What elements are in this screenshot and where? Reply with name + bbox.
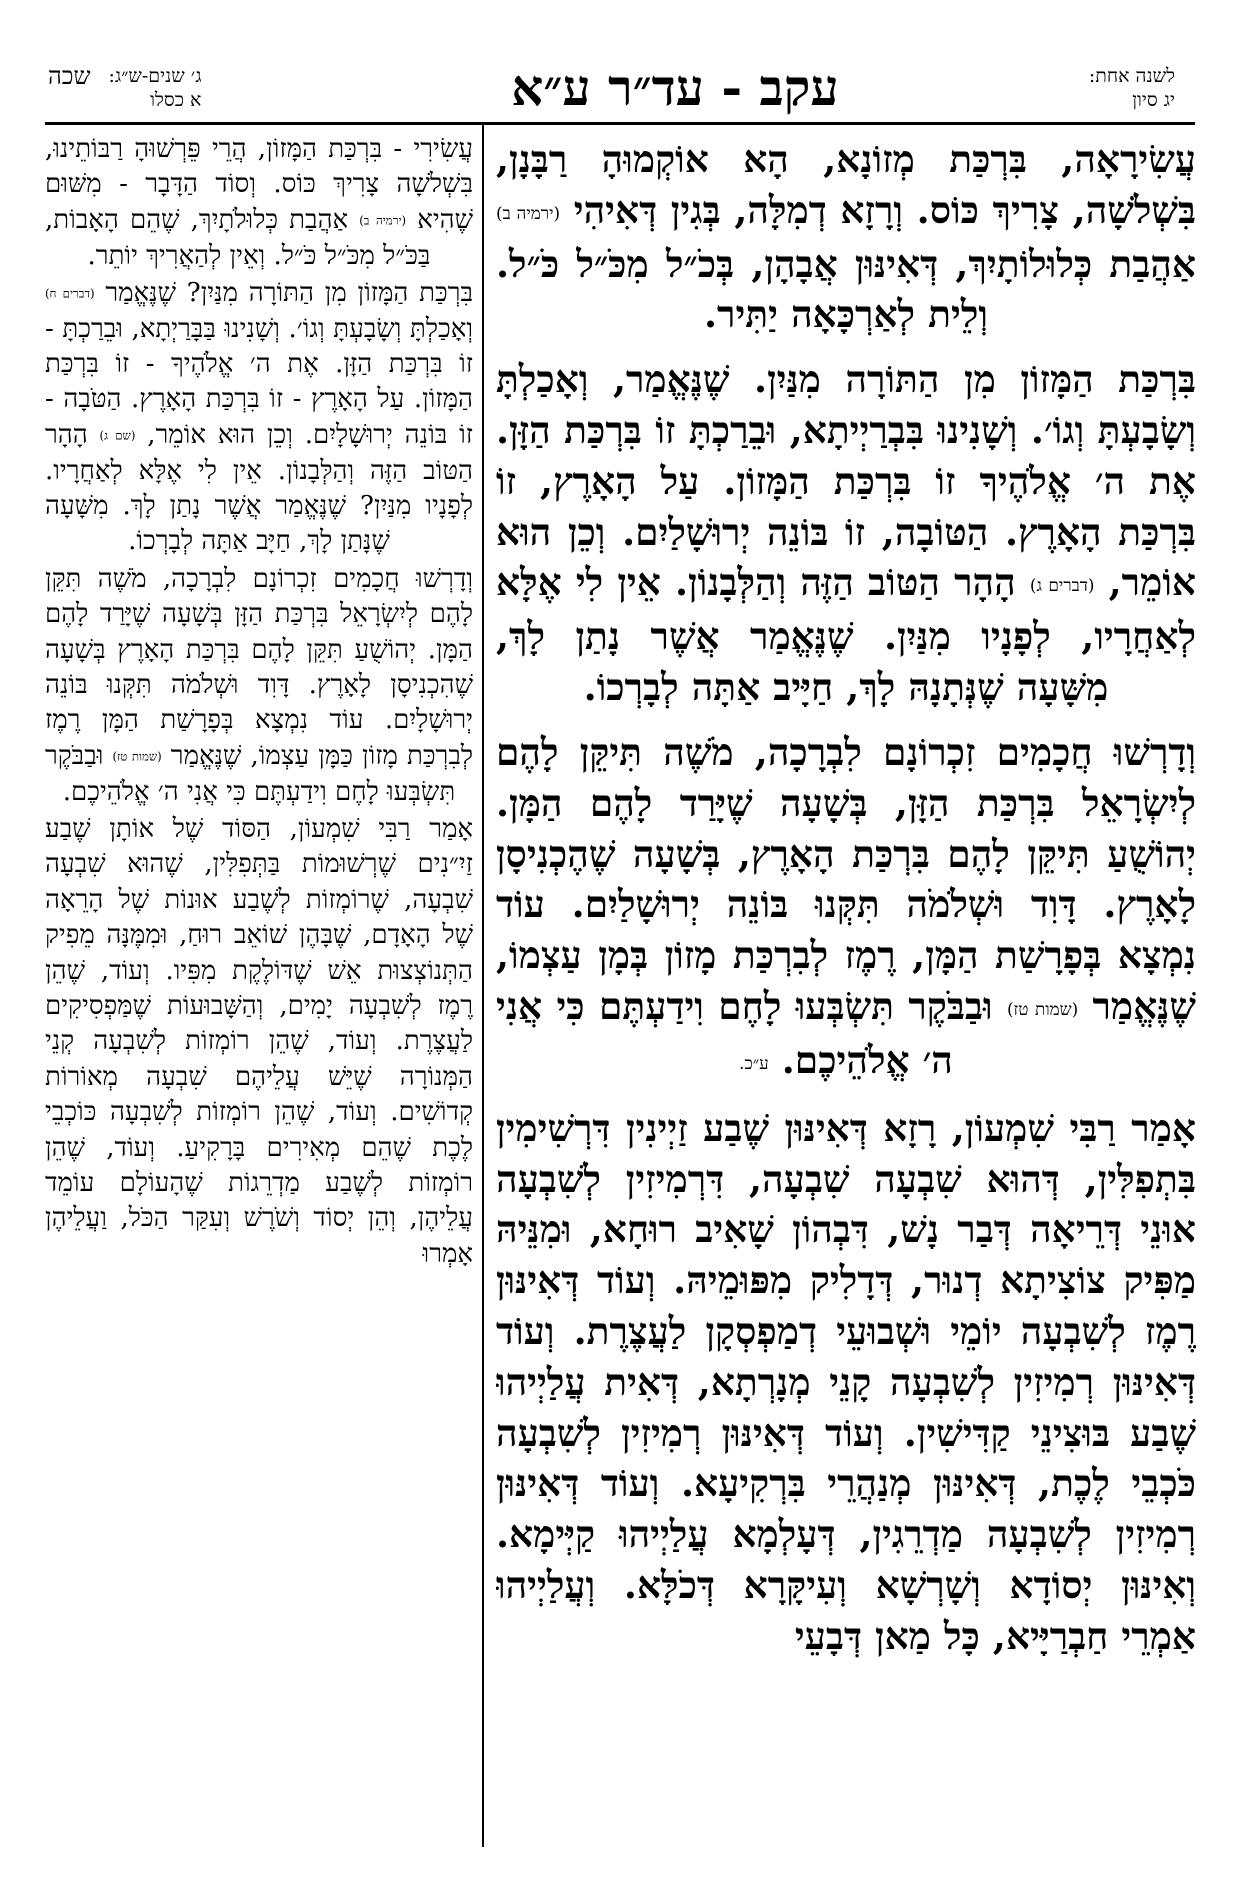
header-rule [45,122,1195,125]
column-divider [482,122,484,1847]
main-p3-reference: (שמות טז) [1006,999,1079,1020]
side-p2-text: בִּרְכַּת הַמָּזוֹן מִן הַתּוֹרָה מִנַּיִן? שֶׁנֶּאֱמַר [105,277,473,308]
main-paragraph-4 [496,1103,1196,1662]
page-title: עקב - עד״ר ע״א [511,58,839,117]
main-paragraph-2 [496,354,1196,713]
side-p3-text: וְדָרְשׁוּ חֲכָמִים זִכְרוֹנָם לִבְרָכָה, מֹשֶׁה תִּקֵּן לָהֶם לְיִשְׂרָאֵל בִּרְכַּת הַזָּן בְּשָׁעָה שֶׁיָּרַד לָהֶם הַמָּן. יְהוֹשֻׁעַ תִּקֵּן לָהֶם בִּרְכַּת הָאָרֶץ בְּשָׁעָה שֶׁהִכְנִיסָן לָאָרֶץ. דָּוִד וּשְׁלֹמֹה תִּקְּנוּ בּוֹנֵה יְרוּשָׁלָיִם. עוֹד נִמְצָא בְּפָרָשַׁת הַמָּן רֶמֶז לְבִרְכַּת מָזוֹן כַּמָּן עַצְמוֹ, שֶׁנֶּאֱמַר [45,563,473,771]
side-column-translation [45,132,473,1847]
side-p2-quote: וְאָכַלְתָּ וְשָׂבָעְתָּ וְגוֹ׳. וְשָׁנִינוּ בַּבָּרַיְתָא, וּבֵרַכְתָּ - זוֹ בִּרְכַּת הַזָּן. אֶת ה׳ אֱלֹהֶיךָ - זוֹ בִּרְכַּת הַמָּזוֹן. עַל הָאָרֶץ - זוֹ בִּרְכַּת הָאָרֶץ. הַטֹּבָה - זוֹ בּוֹנֵה יְרוּשָׁלָיִם. וְכֵן הוּא אוֹמֵר, [45,313,473,450]
header-right-schedule [1089,64,1175,112]
main-p3-text: וְדָרְשׁוּ חֲכָמִים זִכְרוֹנָם לִבְרָכָה, מֹשֶׁה תִּיקֵּן לָהֶם לְיִשְׂרָאֵל בִּרְכַּת הַזָּן, בְּשָׁעָה שֶׁיָּרַד לָהֶם הַמָּן. יְהוֹשֻׁעַ תִּיקֵּן לָהֶם בִּרְכַּת הָאָרֶץ, בְּשָׁעָה שֶׁהֶכְנִיסָן לָאָרֶץ. דָּוִד וּשְׁלֹמֹה תִּקְּנוּ בּוֹנֵה יְרוּשָׁלַיִם. עוֹד נִמְצָא בְּפָרָשַׁת הַמָּן, רֶמֶז לְבִרְכַּת מָזוֹן בְּמָן עַצְמוֹ, שֶׁנֶּאֱמַר [496,729,1196,1028]
header-left-line2: א כסלו [150,89,202,111]
side-p2-reference: (דברים ח) [45,286,95,301]
header-right-line1: לשנה אחת: [1088,65,1175,87]
header-sheet-number: שכה [48,62,91,90]
header-right-line2: יג סיון [1132,89,1175,111]
main-p4-text: אָמַר רַבִּי שִׁמְעוֹן, רָזָא דְּאִינּוּן שֶׁבַע זַיְינִין דִּרְשִׁימִין בִּתְפִלִּין, דְּהוּא שִׁבְעָה שִׁבְעָה, דִּרְמִיזִין לְשִׁבְעָה אוּנֵי דְּרֵיאָה דְּבַר נָשׁ, דִּבְהוֹן שָׁאִיב רוּחָא, וּמִנֵּיהּ מַפִּיק צוֹצִיתָא דְנוּר, דְּדָלִיק מִפּוּמֵיהּ. וְעוֹד דְּאִינּוּן רֶמֶז לְשִׁבְעָה יוֹמֵי וּשְׁבוּעֵי דְמַפְסְקָן לַעֲצֶרֶת. וְעוֹד דְּאִינּוּן רְמִיזִין לְשִׁבְעָה קָנֵי מְנָרְתָא, דְּאִית עֲלַיְיהוּ שֶׁבַע בּוּצִינֵי קַדִּישִׁין. וְעוֹד דְּאִינּוּן רְמִיזִין לְשִׁבְעָה כֹּכְבֵי לֶכֶת, דְּאִינּוּן מְנַהֲרֵי בִּרְקִיעָא. וְעוֹד דְּאִינּוּן רְמִיזִין לְשִׁבְעָה מַדְרֵגִין, דְּעָלְמָא עֲלַיְיהוּ קַיְּימָא. וְאִינּוּן יְסוֹדָא וְשָׁרְשָׁא וְעִיקָּרָא דְּכֹלָּא. וְעֲלַיְיהוּ אַמְרֵי חַבְרַיָּיא, כָּל מַאן דְּבָעֵי [496,1105,1196,1658]
main-p3-end-mark: ע״כ. [739,1052,769,1073]
side-paragraph-2 [45,276,473,560]
side-p2-quote-2: הָהָר הַטּוֹב הַזֶּה וְהַלְּבָנוֹן. אֵין לִי אֶלָּא לְאַחֲרָיו. לְפָנָיו מִנַּיִן? שֶׁנֶּאֱמַר אֲשֶׁר נָתַן לָךְ. מִשָּׁעָה שֶׁנָּתַן לָךְ, חַיָּב אַתָּה לְבָרְכוֹ. [45,419,473,557]
side-paragraph-3 [45,562,473,810]
main-p2-reference: (דברים ג) [1029,575,1095,596]
main-p1-reference: (ירמיה ב) [496,202,561,223]
main-p2-text: בִּרְכַּת הַמָּזוֹן מִן הַתּוֹרָה מִנַּיִן. שֶׁנֶּאֱמַר, וְאָכַלְתָּ וְשָׂבָעְתָּ וְגוֹ׳. וְשָׁנִינוּ בִּבְרַיְיתָא, וּבֵרַכְתָּ זוֹ בִּרְכַּת הַזָּן. אֶת ה׳ אֱלֹהֶיךָ זוֹ בִּרְכַּת הַמָּזוֹן. עַל הָאָרֶץ, זוֹ בִּרְכַּת הָאָרֶץ. הַטּוֹבָה, זוֹ בּוֹנֵה יְרוּשָׁלַיִם. וְכֵן הוּא אוֹמֵר, [496,357,1196,605]
side-paragraph-1 [45,132,473,274]
side-p1-reference: (ירמיה ב) [359,213,407,228]
main-paragraph-1 [496,134,1196,340]
main-column-aramaic [496,134,1196,1846]
main-p3-quote: וּבַבֹּקֶר תִּשְׂבְּעוּ לָחֶם וִידַעְתֶּם כִּי אֲנִי ה׳ אֱלֹהֵיכֶם. [496,983,993,1082]
main-p2-quote: הָהָר הַטּוֹב הַזֶּה וְהַלְּבָנוֹן. אֵין לִי אֶלָּא לְאַחֲרָיו, לְפָנָיו מִנַּיִן. שֶׁנֶּאֱמַר אֲשֶׁר נָתַן לָךְ, מִשָּׁעָה שֶׁנְּתָנָהּ לָךְ, חַיָּיב אַתָּה לְבָרְכוֹ. [496,560,1196,710]
side-p3-quote: וּבַבֹּקֶר תִּשְׂבְּעוּ לָחֶם וִידַעְתֶּם כִּי אֲנִי ה׳ אֱלֹהֵיכֶם. [45,740,456,807]
side-paragraph-4 [45,812,473,1272]
header-left-line1: ג׳ שנים-ש״ג: [108,65,202,87]
side-p3-reference: (שמות טז) [112,749,162,764]
main-paragraph-3 [496,727,1196,1089]
side-p1-text: עֲשִׂירִי - בִּרְכַּת הַמָּזוֹן, הֲרֵי פֵּרְשׁוּהָ רַבּוֹתֵינוּ, בִּשְׁלֹשָׁה צָרִיךְ כּוֹס. וְסוֹד הַדָּבָר - מִשּׁוּם שֶׁהִיא [45,134,473,235]
main-p1-quote: אַהֲבַת כְּלוּלוֹתָיִךְ, דְּאִינּוּן אֲבָהָן, בְּכֹ״ל מִכֹּ״ל כֹּ״ל. וְלֵית לְאַרְכָּאָה יַתִּיר. [496,241,1196,337]
main-p1-text: עֲשִׂירָאָה, בִּרְכַּת מְזוֹנָא, הָא אוֹקְמוּהָ רַבָּנָן, בִּשְׁלֹשָׁה, צָרִיךְ כּוֹס. וְרָזָא דְמִלָּה, בְּגִין דְּאִיהִי [496,137,1196,232]
side-p1-quote: אַהֲבַת כְּלוּלֹתָיִךְ, שֶׁהֵם הָאָבוֹת, בַּכֹּ״ל מִכֹּ״ל כֹּ״ל. וְאֵין לְהַאֲרִיךְ יוֹתֵר. [45,204,431,271]
side-p2-reference-2: (שם ג) [99,428,136,443]
page-header [0,52,1253,132]
side-p4-text: אָמַר רַבִּי שִׁמְעוֹן, הַסּוֹד שֶׁל אוֹתָן שֶׁבַע זַיִ״נִים שֶׁרְשׁוּמוֹת בַּתְּפִלִּין, שֶׁהוּא שִׁבְעָה שִׁבְעָה, שֶׁרוֹמְזוֹת לְשֶׁבַע אוּנוֹת שֶׁל הָרֵאָה שֶׁל הָאָדָם, שֶׁבָּהֶן שׁוֹאֵב רוּחַ, וּמִמֶּנָּה מֵפִיק הַתְּנוֹצְצוּת אֵשׁ שֶׁדּוֹלֶקֶת מִפִּיו. וְעוֹד, שֶׁהֵן רֶמֶז לְשִׁבְעָה יָמִים, וְהַשָּׁבוּעוֹת שֶׁמַּפְסִיקִים לַעֲצֶרֶת. וְעוֹד, שֶׁהֵן רוֹמְזוֹת לְשִׁבְעָה קְנֵי הַמְּנוֹרָה שֶׁיֵּשׁ עֲלֵיהֶם שִׁבְעָה מְאוֹרוֹת קְדוֹשִׁים. וְעוֹד, שֶׁהֵן רוֹמְזוֹת לְשִׁבְעָה כּוֹכְבֵי לֶכֶת שֶׁהֵם מְאִירִים בָּרָקִיעַ. וְעוֹד, שֶׁהֵן רוֹמְזוֹת לְשֶׁבַע מַדְרֵגוֹת שֶׁהָעוֹלָם עוֹמֵד עֲלֵיהֶן, וְהֵן יְסוֹד וְשֹׁרֶשׁ וְעִקַּר הַכֹּל, וַעֲלֵיהֶן אָמְרוּ [45,813,473,1269]
header-left-schedule [48,64,201,112]
